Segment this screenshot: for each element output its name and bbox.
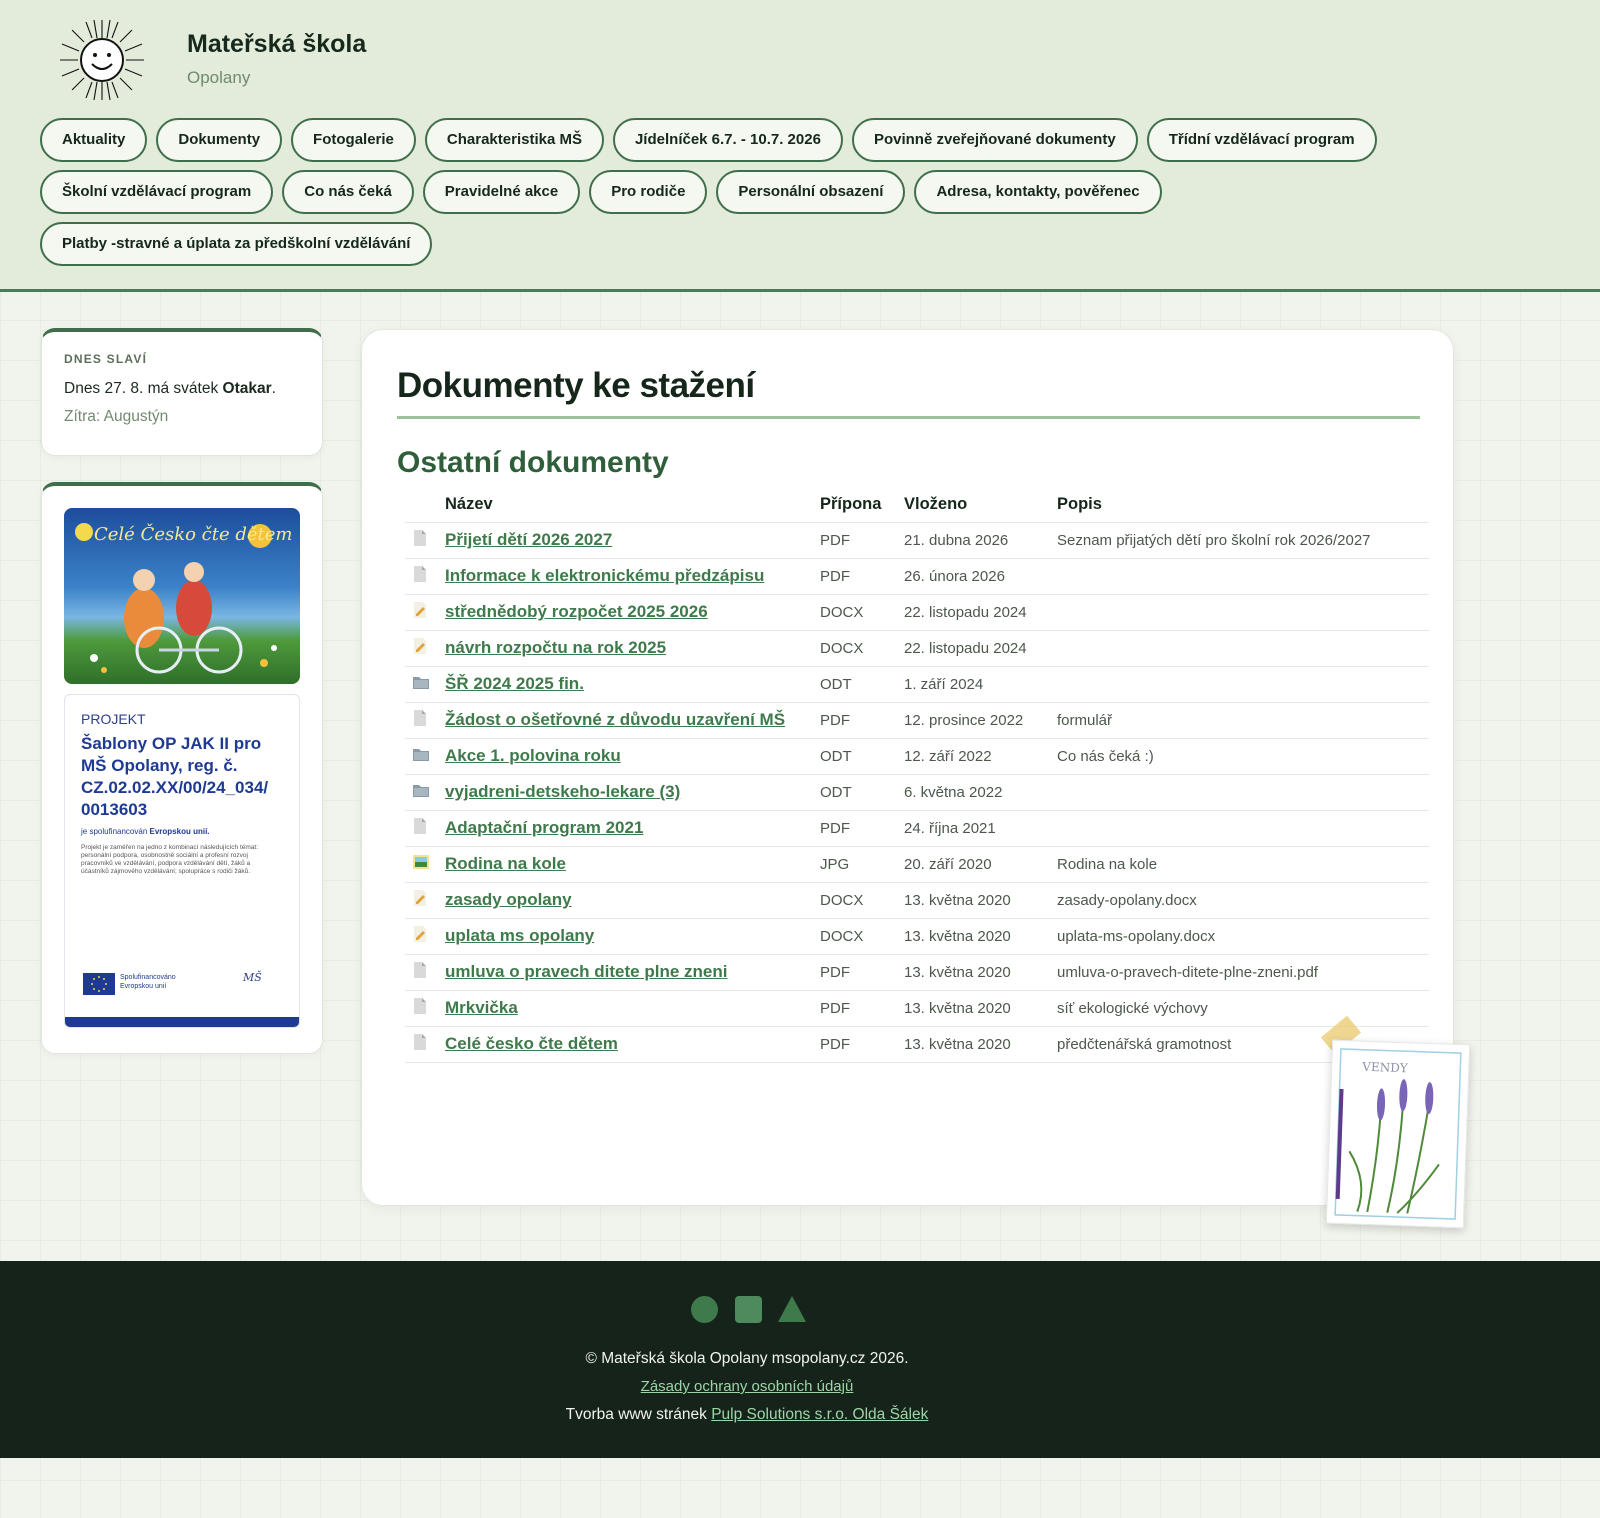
document-description — [1057, 594, 1429, 630]
document-extension: ODT — [820, 738, 904, 774]
document-description: Co nás čeká :) — [1057, 738, 1429, 774]
triangle-shape-icon — [778, 1296, 806, 1322]
document-description — [1057, 558, 1429, 594]
document-name-cell — [445, 846, 820, 882]
footer-shapes — [0, 1296, 1600, 1326]
document-description: předčtenářská gramotnost — [1057, 1026, 1429, 1062]
eu-flag-icon — [83, 973, 115, 995]
drawing-signature: VENDY — [1362, 1059, 1409, 1076]
pdf-file-icon — [413, 818, 427, 834]
page-title: Dokumenty ke stažení — [397, 366, 755, 405]
document-link[interactable]: Informace k elektronickému předzápisu — [445, 566, 765, 585]
title-divider — [397, 416, 1420, 419]
section-title: Ostatní dokumenty — [397, 446, 669, 479]
docx-file-icon — [413, 638, 427, 654]
site-header — [0, 0, 1600, 292]
document-link[interactable]: Rodina na kole — [445, 854, 566, 873]
document-extension: DOCX — [820, 918, 904, 954]
nav-item-tridni-program[interactable]: Třídní vzdělávací program — [1147, 118, 1377, 162]
image-file-icon — [413, 855, 427, 871]
brand-subtitle: Opolany — [187, 68, 251, 87]
nameday-today — [64, 380, 300, 398]
table-row — [405, 666, 1429, 702]
file-type-cell — [405, 990, 445, 1026]
document-name-cell — [445, 522, 820, 558]
credit-prefix: Tvorba www stránek — [565, 1406, 712, 1423]
document-description: síť ekologické výchovy — [1057, 990, 1429, 1026]
footer-credit — [0, 1406, 1494, 1424]
nav-item-kontakty[interactable]: Adresa, kontakty, pověřenec — [914, 170, 1161, 214]
nav-item-povinne-dokumenty[interactable]: Povinně zveřejňované dokumenty — [852, 118, 1138, 162]
document-name-cell — [445, 738, 820, 774]
document-description: zasady-opolany.docx — [1057, 882, 1429, 918]
document-link[interactable]: Adaptační program 2021 — [445, 818, 644, 837]
table-row — [405, 522, 1429, 558]
file-type-cell — [405, 954, 445, 990]
docx-file-icon — [413, 890, 427, 906]
document-link[interactable]: Přijetí dětí 2026 2027 — [445, 530, 613, 549]
document-description: Seznam přijatých dětí pro školní rok 2026/2027 — [1057, 522, 1429, 558]
child-drawing-note — [1326, 1040, 1470, 1229]
file-type-cell — [405, 846, 445, 882]
nav-item-charakteristika[interactable]: Charakteristika MŠ — [425, 118, 604, 162]
file-type-cell — [405, 810, 445, 846]
document-date: 1. září 2024 — [904, 666, 1057, 702]
document-name-cell — [445, 918, 820, 954]
nav-item-platby[interactable]: Platby -stravné a úplata za předškolní vzdělávání — [40, 222, 432, 266]
site-footer — [0, 1261, 1600, 1458]
nav-row — [40, 118, 1480, 162]
nameday-name: Otakar — [222, 380, 272, 397]
ms-logo-mark: MŠ — [243, 971, 262, 984]
project-cofinancing — [81, 827, 283, 836]
project-kicker: PROJEKT — [81, 711, 146, 727]
document-link[interactable]: Mrkvička — [445, 998, 518, 1017]
poster-title: Celé Česko čte dětem — [94, 524, 293, 545]
document-link[interactable]: Akce 1. polovina roku — [445, 746, 621, 765]
pdf-file-icon — [413, 566, 427, 582]
document-link[interactable]: Žádost o ošetřovné z důvodu uzavření MŠ — [445, 710, 786, 729]
pdf-file-icon — [413, 530, 427, 546]
document-extension: PDF — [820, 810, 904, 846]
project-card — [41, 482, 323, 1054]
footer-privacy — [0, 1378, 1494, 1395]
document-link[interactable]: Celé česko čte dětem — [445, 1034, 618, 1053]
document-description — [1057, 774, 1429, 810]
document-date: 13. května 2020 — [904, 990, 1057, 1026]
document-name-cell — [445, 666, 820, 702]
document-date: 20. září 2020 — [904, 846, 1057, 882]
cofin-bold: Evropskou unií. — [149, 827, 210, 836]
brand-title[interactable]: Mateřská škola — [187, 30, 367, 58]
table-row — [405, 1026, 1429, 1062]
document-date: 24. října 2021 — [904, 810, 1057, 846]
document-extension: DOCX — [820, 630, 904, 666]
document-description: umluva-o-pravech-ditete-plne-zneni.pdf — [1057, 954, 1429, 990]
document-description — [1057, 666, 1429, 702]
document-date: 26. února 2026 — [904, 558, 1057, 594]
odt-file-icon — [413, 675, 427, 691]
document-extension: PDF — [820, 990, 904, 1026]
document-date: 12. září 2022 — [904, 738, 1057, 774]
documents-table — [405, 488, 1429, 1063]
project-title: Šablony OP JAK II pro MŠ Opolany, reg. č. CZ.02.02.XX/00/24_034/ 0013603 — [81, 734, 269, 819]
document-name-cell — [445, 594, 820, 630]
document-name-cell — [445, 990, 820, 1026]
document-description: uplata-ms-opolany.docx — [1057, 918, 1429, 954]
document-link[interactable]: umluva o pravech ditete plne zneni — [445, 962, 728, 981]
project-description: Projekt je zaměřen na jedno z kombinací následujících témat: personální podpora, osobnostně sociální a profesní rozvoj pracovníků ve vzdělávání, podpora vzdělávání dětí, žáků a účastníků zájmového vzdělávání; spolupráce s rodiči žáků. — [81, 844, 259, 875]
table-row — [405, 774, 1429, 810]
nameday-prefix: Dnes 27. 8. má svátek — [64, 380, 223, 397]
nameday-card — [41, 328, 323, 456]
document-name-cell — [445, 954, 820, 990]
project-footer-bar — [65, 1017, 299, 1027]
file-type-cell — [405, 702, 445, 738]
pdf-file-icon — [413, 962, 427, 978]
column-header-date: Vloženo — [904, 495, 968, 514]
document-date: 13. května 2020 — [904, 954, 1057, 990]
nav-item-dokumenty[interactable]: Dokumenty — [156, 118, 282, 162]
docx-file-icon — [413, 926, 427, 942]
nav-item-jidelnicek[interactable]: Jídelníček 6.7. - 10.7. 2026 — [613, 118, 843, 162]
pdf-file-icon — [413, 998, 427, 1014]
document-extension: JPG — [820, 846, 904, 882]
footer-copyright: © Mateřská škola Opolany msopolany.cz 2026. — [585, 1350, 909, 1367]
column-header-extension: Přípona — [820, 495, 882, 514]
document-extension: PDF — [820, 954, 904, 990]
file-type-cell — [405, 666, 445, 702]
document-date: 13. května 2020 — [904, 1026, 1057, 1062]
table-row — [405, 846, 1429, 882]
docx-file-icon — [413, 602, 427, 618]
document-extension: PDF — [820, 1026, 904, 1062]
nav-item-pravidelne-akce[interactable]: Pravidelné akce — [423, 170, 580, 214]
odt-file-icon — [413, 747, 427, 763]
table-header-row — [405, 488, 1429, 522]
circle-shape-icon — [691, 1296, 718, 1323]
document-date: 6. května 2022 — [904, 774, 1057, 810]
nav-item-skolni-program[interactable]: Školní vzdělávací program — [40, 170, 273, 214]
document-description: formulář — [1057, 702, 1429, 738]
nav-item-personalni-obsazeni[interactable]: Personální obsazení — [716, 170, 905, 214]
document-name-cell — [445, 882, 820, 918]
credit-link[interactable]: Pulp Solutions s.r.o. Olda Šálek — [711, 1406, 929, 1423]
eu-label: Spolufinancováno Evropskou unií — [120, 974, 176, 990]
reading-poster-image[interactable] — [64, 508, 300, 684]
table-row — [405, 558, 1429, 594]
table-row — [405, 702, 1429, 738]
document-date: 13. května 2020 — [904, 882, 1057, 918]
table-row — [405, 882, 1429, 918]
main-navigation — [40, 118, 1480, 274]
document-extension: PDF — [820, 558, 904, 594]
table-row — [405, 630, 1429, 666]
privacy-policy-link[interactable]: Zásady ochrany osobních údajů — [640, 1378, 854, 1395]
sun-logo-icon[interactable] — [58, 18, 146, 102]
project-document[interactable] — [64, 694, 300, 1028]
cofin-prefix: je spolufinancován — [81, 827, 150, 836]
column-header-description: Popis — [1057, 495, 1102, 514]
file-type-cell — [405, 774, 445, 810]
nameday-tomorrow: Zítra: Augustýn — [64, 408, 169, 425]
pdf-file-icon — [413, 1034, 427, 1050]
document-name-cell — [445, 630, 820, 666]
document-date: 12. prosince 2022 — [904, 702, 1057, 738]
table-row — [405, 594, 1429, 630]
document-link[interactable]: vyjadreni-detskeho-lekare (3) — [445, 782, 681, 801]
nav-item-fotogalerie[interactable]: Fotogalerie — [291, 118, 416, 162]
main-content — [361, 329, 1454, 1206]
table-row — [405, 954, 1429, 990]
document-link[interactable]: zasady opolany — [445, 890, 572, 909]
document-extension: DOCX — [820, 594, 904, 630]
pdf-file-icon — [413, 710, 427, 726]
document-date: 13. května 2020 — [904, 918, 1057, 954]
file-type-cell — [405, 1026, 445, 1062]
document-name-cell — [445, 1026, 820, 1062]
document-extension: PDF — [820, 522, 904, 558]
document-description — [1057, 810, 1429, 846]
document-extension: DOCX — [820, 882, 904, 918]
document-extension: PDF — [820, 702, 904, 738]
nav-row — [40, 170, 1480, 214]
document-link[interactable]: uplata ms opolany — [445, 926, 595, 945]
document-link[interactable]: střednědobý rozpočet 2025 2026 — [445, 602, 708, 621]
document-name-cell — [445, 558, 820, 594]
table-row — [405, 738, 1429, 774]
nav-item-aktuality[interactable]: Aktuality — [40, 118, 147, 162]
document-description: Rodina na kole — [1057, 846, 1429, 882]
document-name-cell — [445, 810, 820, 846]
table-row — [405, 810, 1429, 846]
document-extension: ODT — [820, 774, 904, 810]
nameday-heading: DNES SLAVÍ — [64, 352, 148, 366]
table-row — [405, 918, 1429, 954]
document-date: 21. dubna 2026 — [904, 522, 1057, 558]
square-shape-icon — [735, 1296, 762, 1323]
document-extension: ODT — [820, 666, 904, 702]
file-type-cell — [405, 558, 445, 594]
project-footer — [65, 967, 299, 1027]
document-name-cell — [445, 702, 820, 738]
document-date: 22. listopadu 2024 — [904, 594, 1057, 630]
document-name-cell — [445, 774, 820, 810]
nav-row — [40, 222, 1480, 266]
file-type-cell — [405, 738, 445, 774]
table-row — [405, 990, 1429, 1026]
file-type-cell — [405, 882, 445, 918]
document-description — [1057, 630, 1429, 666]
documents-table-body — [405, 522, 1429, 1062]
nav-item-pro-rodice[interactable]: Pro rodiče — [589, 170, 707, 214]
file-type-cell — [405, 594, 445, 630]
document-link[interactable]: ŠŘ 2024 2025 fin. — [445, 674, 584, 693]
file-type-cell — [405, 522, 445, 558]
column-header-icon — [405, 488, 445, 522]
file-type-cell — [405, 630, 445, 666]
document-date: 22. listopadu 2024 — [904, 630, 1057, 666]
nav-item-co-nas-ceka[interactable]: Co nás čeká — [282, 170, 414, 214]
column-header-name: Název — [445, 495, 493, 514]
odt-file-icon — [413, 783, 427, 799]
nameday-suffix: . — [271, 380, 276, 397]
file-type-cell — [405, 918, 445, 954]
document-link[interactable]: návrh rozpočtu na rok 2025 — [445, 638, 667, 657]
